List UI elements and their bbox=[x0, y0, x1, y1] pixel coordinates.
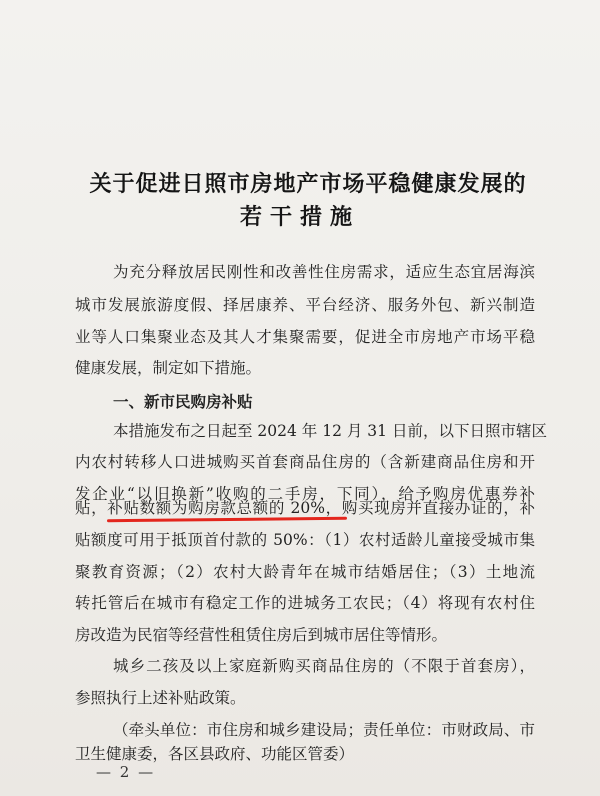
document-title-line-1: 关于促进日照市房地产市场平稳健康发展的 bbox=[89, 171, 527, 197]
body-line: 房改造为民宿等经营性租赁住房后到城市居住等情形。 bbox=[75, 626, 448, 644]
intro-line: 城市发展旅游度假、择居康养、平台经济、服务外包、新兴制造 bbox=[75, 296, 535, 314]
body-line: 转托管后在城市有稳定工作的进城务工农民；（4）将现有农村住 bbox=[75, 594, 535, 612]
page-number: — 2 — bbox=[96, 763, 156, 781]
body-line: 城乡二孩及以上家庭新购买商品住房的（不限于首套房）， bbox=[113, 657, 535, 675]
intro-line: 为充分释放居民刚性和改善性住房需求，适应生态宜居海滨 bbox=[113, 263, 535, 281]
body-line-highlighted: 贴，补贴数额为购房款总额的 20%，购买现房并直接办证的，补 bbox=[75, 499, 535, 517]
body-line: 内农村转移人口进城购买首套商品住房的（含新建商品住房和开 bbox=[75, 453, 535, 471]
body-line: 参照执行上述补贴政策。 bbox=[75, 689, 246, 707]
body-line: 本措施发布之日起至 2024 年 12 月 31 日前，以下日照市辖区 bbox=[113, 422, 547, 440]
intro-line: 健康发展，制定如下措施。 bbox=[75, 359, 262, 377]
intro-line: 业等人口集聚业态及其人才集聚需要，促进全市房地产市场平稳 bbox=[75, 328, 535, 346]
body-line: 发企业“以旧换新”收购的二手房，下同），给予购房优惠券补 bbox=[75, 485, 535, 503]
section-heading: 一、新市民购房补贴 bbox=[113, 392, 253, 411]
body-line: 聚教育资源；（2）农村大龄青年在城市结婚居住；（3）土地流 bbox=[75, 563, 535, 581]
responsibility-line: （牵头单位：市住房和城乡建设局；责任单位：市财政局、市 bbox=[113, 721, 535, 739]
responsibility-line: 卫生健康委，各区县政府、功能区管委） bbox=[75, 745, 355, 763]
body-line: 贴额度可用于抵顶首付款的 50%：（1）农村适龄儿童接受城市集 bbox=[75, 531, 535, 549]
document-title-line-2: 若干措施 bbox=[239, 204, 360, 230]
